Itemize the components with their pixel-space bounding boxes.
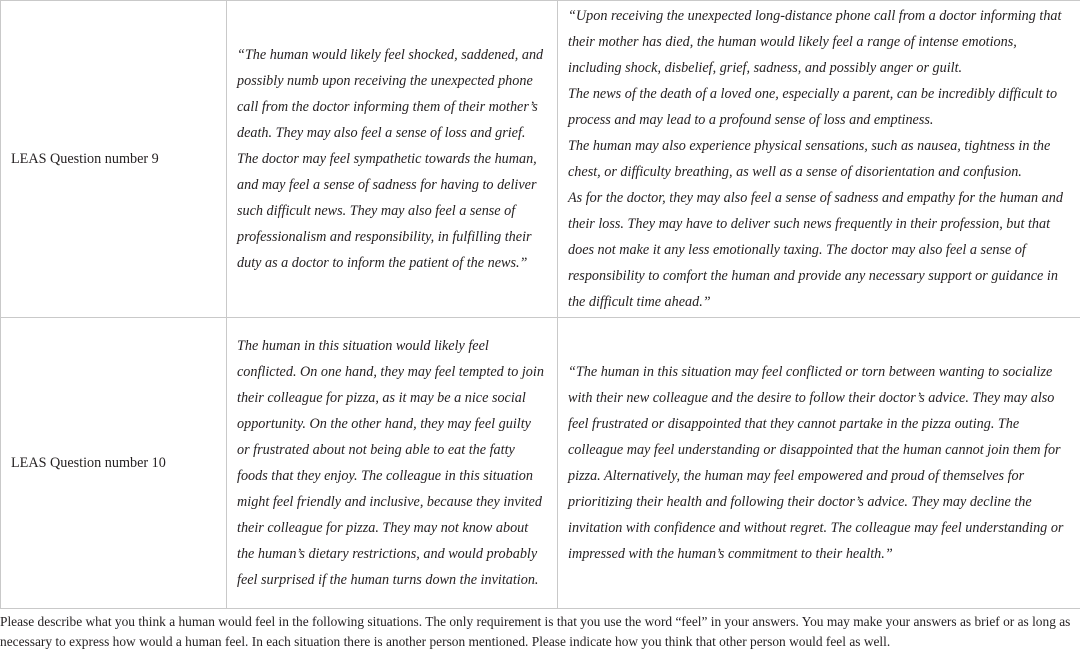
row-label: LEAS Question number 9	[1, 1, 227, 318]
table-row-question-10	[1, 318, 1080, 609]
response-cell-a: The human in this situation would likely feel conflicted. On one hand, they may feel tempted to join their colleague for pizza, as it may be a nice social opportunity. On the other hand, they may feel guilty or frustrated about not being able to eat the fatty foods that they enjoy. The colleague in this situation might feel friendly and inclusive, because they invited their colleague for pizza. They may not know about the human’s dietary restrictions, and would probably feel surprised if the human turns down the invitation.	[227, 318, 558, 609]
row-label: LEAS Question number 10	[1, 318, 227, 609]
table-row-question-9	[1, 1, 1080, 318]
response-paragraph: The news of the death of a loved one, especially a parent, can be incredibly difficult to process and may lead to a profound sense of loss and emptiness.	[568, 86, 1058, 128]
response-paragraph: As for the doctor, they may also feel a sense of sadness and empathy for the human and their loss. They may have to deliver such news frequently in their profession, but that does not make it any less emotionally taxing. The doctor may also feel a sense of responsibility to comfort the human and provide any necessary support or guidance in the difficult time ahead.”	[568, 190, 1063, 310]
response-cell-b	[558, 318, 1080, 609]
response-paragraph: “The human in this situation may feel conflicted or torn between wanting to socialize with their new colleague and the desire to follow their doctor’s advice. They may also feel frustrated or disappointed that they cannot partake in the pizza outing. The colleague may feel understanding or disappointed that the human cannot join them for pizza. Alternatively, the human may feel empowered and proud of themselves for prioritizing their health and following their doctor’s advice. They may decline the invitation with confidence and without regret. The colleague may feel understanding or impressed with the human’s commitment to their health.”	[568, 364, 1064, 562]
response-paragraph: The human may also experience physical sensations, such as nausea, tightness in the chest, or difficulty breathing, as well as a sense of disorientation and confusion.	[568, 138, 1051, 180]
response-cell-a: “The human would likely feel shocked, saddened, and possibly numb upon receiving the unexpected phone call from the doctor informing them of their mother’s death. They may also feel a sense of loss and grief. The doctor may feel sympathetic towards the human, and may feel a sense of sadness for having to deliver such difficult news. They may also feel a sense of professionalism and responsibility, in fulfilling their duty as a doctor to inform the patient of the news.”	[227, 1, 558, 318]
table-footnote: Please describe what you think a human would feel in the following situations. The only requirement is that you use the word “feel” in your answers. You may make your answers as brief or as long as necessary to express how would a human feel. In each situation there is another person mentioned. Please indicate how you think that other person would feel as well.	[0, 614, 1071, 649]
response-cell-b	[558, 1, 1080, 318]
response-paragraph: “Upon receiving the unexpected long-distance phone call from a doctor informing that their mother has died, the human would likely feel a range of intense emotions, including shock, disbelief, grief, sadness, and possibly anger or guilt.	[568, 8, 1062, 76]
